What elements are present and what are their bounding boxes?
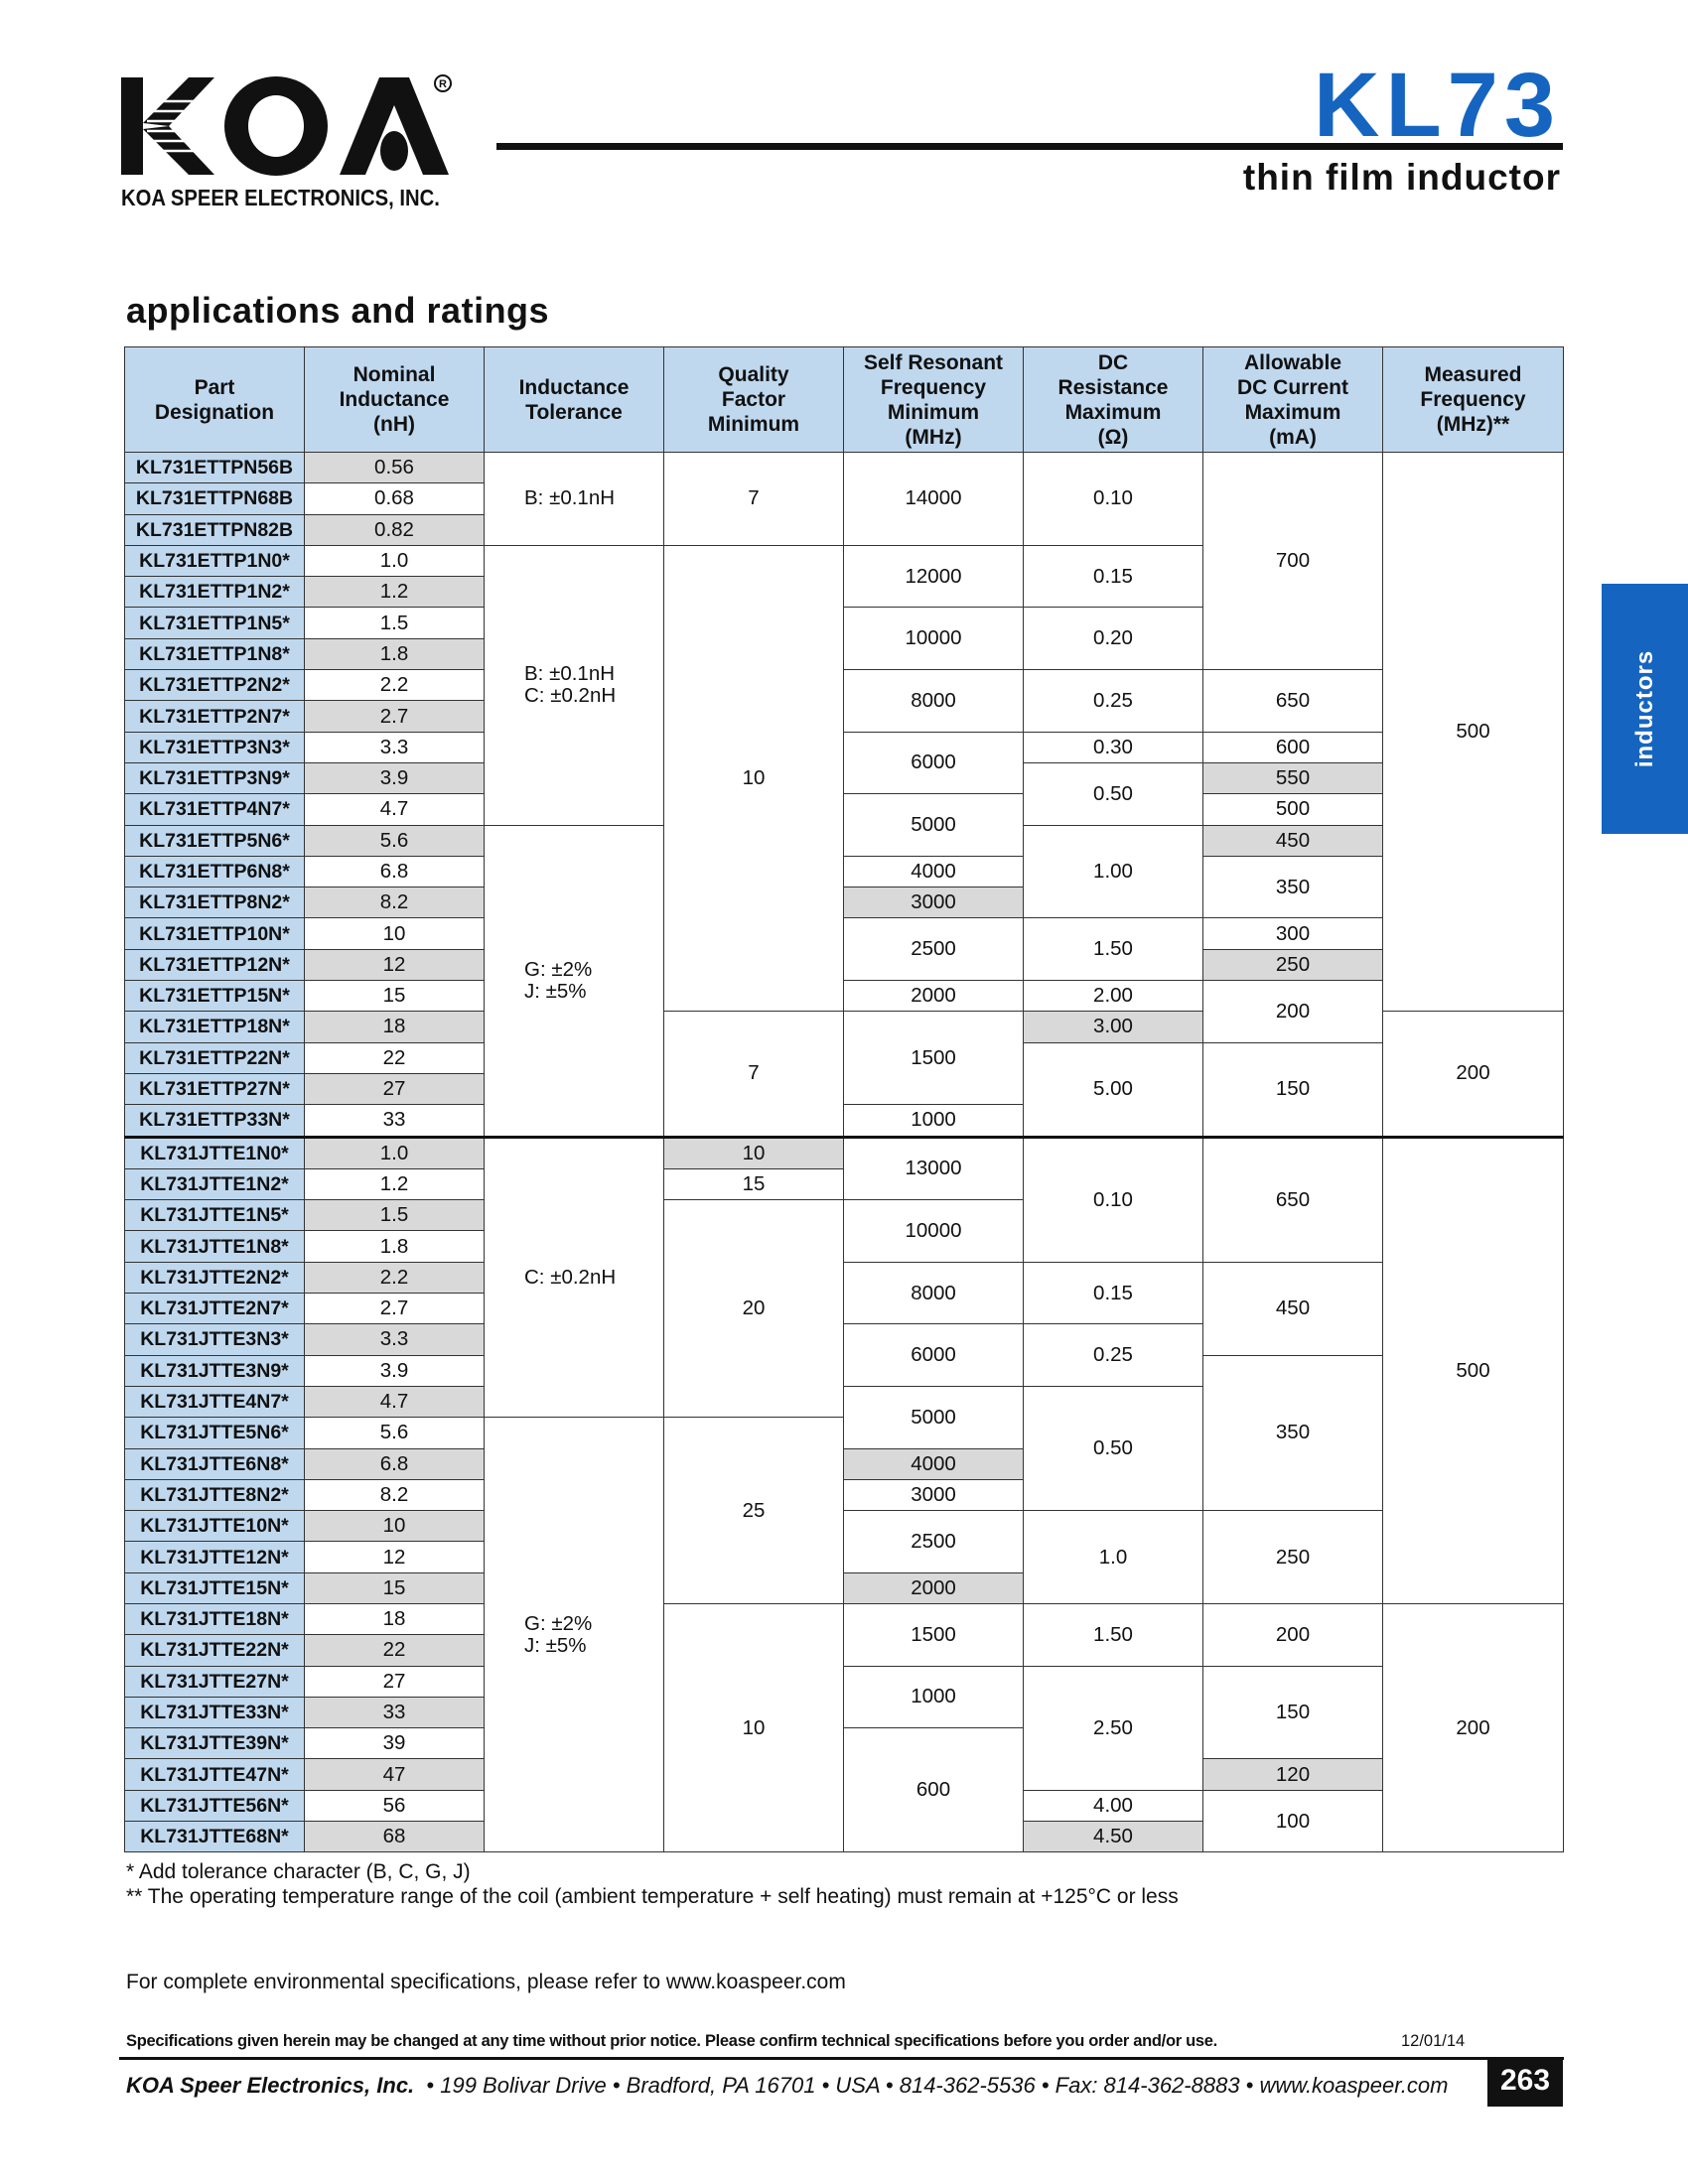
current-value: 150 <box>1203 1042 1383 1137</box>
freq-value: 500 <box>1383 1137 1564 1603</box>
dcr-value: 1.0 <box>1024 1511 1203 1604</box>
inductance-value: 68 <box>305 1822 485 1852</box>
part-number: KL731JTTE6N8* <box>125 1448 305 1479</box>
page-number: 263 <box>1487 2057 1563 2107</box>
table-row <box>125 981 1564 1012</box>
part-number: KL731JTTE27N* <box>125 1666 305 1697</box>
dcr-value: 0.50 <box>1024 762 1203 825</box>
table-row <box>125 1262 1564 1293</box>
srf-value: 2500 <box>844 1511 1024 1573</box>
dcr-value: 2.50 <box>1024 1666 1203 1790</box>
part-number: KL731ETTPN82B <box>125 514 305 545</box>
brand-name: KOA SPEER ELECTRONICS, INC. <box>121 185 440 210</box>
product-description: thin film inductor <box>1242 157 1561 198</box>
part-number: KL731JTTE68N* <box>125 1822 305 1852</box>
srf-value: 13000 <box>844 1137 1024 1200</box>
part-number: KL731ETTP8N2* <box>125 887 305 918</box>
inductance-value: 27 <box>305 1666 485 1697</box>
table-row <box>125 1511 1564 1542</box>
header-self-resonant-frequency: Self Resonant Frequency Minimum (MHz) <box>844 347 1024 453</box>
header-dc-resistance: DC Resistance Maximum (Ω) <box>1024 347 1203 453</box>
inductance-value: 15 <box>305 1572 485 1603</box>
q-value: 10 <box>664 545 844 1011</box>
srf-value: 1500 <box>844 1012 1024 1105</box>
inductance-value: 1.0 <box>305 1137 485 1168</box>
inductance-value: 18 <box>305 1603 485 1634</box>
table-row <box>125 856 1564 887</box>
inductance-value: 12 <box>305 949 485 980</box>
dcr-value: 2.00 <box>1024 981 1203 1012</box>
q-value: 20 <box>664 1200 844 1418</box>
inductance-value: 1.0 <box>305 545 485 576</box>
table-row <box>125 670 1564 701</box>
srf-value: 3000 <box>844 1479 1024 1510</box>
inductance-value: 27 <box>305 1073 485 1104</box>
part-number: KL731ETTP1N0* <box>125 545 305 576</box>
table-row <box>125 732 1564 762</box>
part-number: KL731ETTP4N7* <box>125 794 305 825</box>
current-value: 300 <box>1203 918 1383 949</box>
inductance-value: 22 <box>305 1635 485 1666</box>
srf-value: 8000 <box>844 1262 1024 1324</box>
srf-value: 1000 <box>844 1105 1024 1137</box>
header-part-designation: Part Designation <box>125 347 305 453</box>
footer-rule <box>119 2057 1564 2060</box>
header-allowable-current: Allowable DC Current Maximum (mA) <box>1203 347 1383 453</box>
part-number: KL731ETTP2N7* <box>125 701 305 732</box>
header-inductance-tolerance: Inductance Tolerance <box>485 347 664 453</box>
part-number: KL731JTTE1N2* <box>125 1168 305 1199</box>
inductance-value: 1.5 <box>305 1200 485 1231</box>
current-value: 250 <box>1203 1511 1383 1604</box>
dcr-value: 0.25 <box>1024 670 1203 733</box>
current-value: 200 <box>1203 981 1383 1043</box>
part-number: KL731ETTP27N* <box>125 1073 305 1104</box>
part-number: KL731JTTE33N* <box>125 1697 305 1727</box>
dcr-value: 4.50 <box>1024 1822 1203 1852</box>
inductance-value: 2.2 <box>305 1262 485 1293</box>
q-value: 15 <box>664 1168 844 1199</box>
part-number: KL731JTTE56N* <box>125 1790 305 1821</box>
current-value: 150 <box>1203 1666 1383 1759</box>
part-number: KL731ETTP10N* <box>125 918 305 949</box>
part-number: KL731JTTE3N9* <box>125 1355 305 1386</box>
inductance-value: 47 <box>305 1759 485 1790</box>
q-value: 25 <box>664 1418 844 1604</box>
inductance-value: 15 <box>305 981 485 1012</box>
q-value: 7 <box>664 453 844 546</box>
tolerance-value: G: ±2% J: ±5% <box>485 1418 664 1852</box>
part-number: KL731JTTE22N* <box>125 1635 305 1666</box>
inductance-value: 1.8 <box>305 638 485 669</box>
srf-value: 6000 <box>844 732 1024 794</box>
freq-value: 500 <box>1383 453 1564 1012</box>
part-number: KL731ETTP5N6* <box>125 825 305 856</box>
part-number: KL731JTTE1N5* <box>125 1200 305 1231</box>
table-row <box>125 1666 1564 1697</box>
part-number: KL731ETTP22N* <box>125 1042 305 1073</box>
tolerance-value: C: ±0.2nH <box>485 1137 664 1418</box>
part-number: KL731ETTP6N8* <box>125 856 305 887</box>
dcr-value: 5.00 <box>1024 1042 1203 1137</box>
srf-value: 10000 <box>844 608 1024 670</box>
inductance-value: 5.6 <box>305 1418 485 1448</box>
part-number: KL731ETTP18N* <box>125 1012 305 1042</box>
current-value: 450 <box>1203 1262 1383 1355</box>
inductance-value: 18 <box>305 1012 485 1042</box>
srf-value: 10000 <box>844 1200 1024 1263</box>
current-value: 550 <box>1203 762 1383 793</box>
inductance-value: 39 <box>305 1728 485 1759</box>
inductance-value: 22 <box>305 1042 485 1073</box>
srf-value: 5000 <box>844 794 1024 857</box>
inductance-value: 1.8 <box>305 1231 485 1262</box>
table-header-row <box>125 347 1564 453</box>
footnote-tolerance: * Add tolerance character (B, C, G, J) <box>126 1860 471 1883</box>
contact-details: • 199 Bolivar Drive • Bradford, PA 16701 • USA • 814-362-5536 • Fax: 814-362-8883 • www.koaspeer.com <box>426 2073 1449 2098</box>
inductance-value: 0.68 <box>305 483 485 514</box>
current-value: 350 <box>1203 856 1383 918</box>
environmental-note: For complete environmental specifications, please refer to www.koaspeer.com <box>126 1971 846 1993</box>
q-value: 7 <box>664 1012 844 1137</box>
table-row <box>125 453 1564 483</box>
part-number: KL731JTTE8N2* <box>125 1479 305 1510</box>
part-number: KL731ETTP1N5* <box>125 608 305 638</box>
inductance-value: 10 <box>305 918 485 949</box>
srf-value: 2000 <box>844 1572 1024 1603</box>
inductance-value: 8.2 <box>305 887 485 918</box>
dcr-value: 0.15 <box>1024 1262 1203 1324</box>
part-number: KL731JTTE5N6* <box>125 1418 305 1448</box>
inductance-value: 1.5 <box>305 608 485 638</box>
inductance-value: 3.9 <box>305 1355 485 1386</box>
part-number: KL731JTTE3N3* <box>125 1324 305 1355</box>
part-number: KL731JTTE2N7* <box>125 1294 305 1324</box>
srf-value: 14000 <box>844 453 1024 546</box>
part-number: KL731JTTE4N7* <box>125 1386 305 1417</box>
inductance-value: 1.2 <box>305 577 485 608</box>
q-value: 10 <box>664 1137 844 1168</box>
srf-value: 8000 <box>844 670 1024 733</box>
header-measured-frequency: Measured Frequency (MHz)** <box>1383 347 1564 453</box>
inductance-value: 56 <box>305 1790 485 1821</box>
dcr-value: 0.15 <box>1024 545 1203 608</box>
current-value: 600 <box>1203 732 1383 762</box>
srf-value: 1500 <box>844 1603 1024 1666</box>
dcr-value: 0.10 <box>1024 453 1203 546</box>
inductance-value: 4.7 <box>305 1386 485 1417</box>
product-code: KL73 <box>1314 55 1561 156</box>
dcr-value: 0.30 <box>1024 732 1203 762</box>
part-number: KL731ETTP2N2* <box>125 670 305 701</box>
dcr-value: 4.00 <box>1024 1790 1203 1821</box>
table-row <box>125 1137 1564 1168</box>
inductance-value: 2.2 <box>305 670 485 701</box>
inductance-value: 2.7 <box>305 701 485 732</box>
srf-value: 6000 <box>844 1324 1024 1387</box>
part-number: KL731JTTE12N* <box>125 1542 305 1572</box>
part-number: KL731ETTP3N3* <box>125 732 305 762</box>
current-value: 120 <box>1203 1759 1383 1790</box>
dcr-value: 0.10 <box>1024 1137 1203 1262</box>
srf-value: 2000 <box>844 981 1024 1012</box>
footnote-temperature: ** The operating temperature range of the coil (ambient temperature + self heating) must remain at +125°C or less <box>126 1885 1179 1908</box>
tolerance-value: B: ±0.1nH C: ±0.2nH <box>485 545 664 825</box>
dcr-value: 0.20 <box>1024 608 1203 670</box>
current-value: 700 <box>1203 453 1383 670</box>
part-number: KL731JTTE10N* <box>125 1511 305 1542</box>
current-value: 450 <box>1203 825 1383 856</box>
part-number: KL731JTTE1N0* <box>125 1137 305 1168</box>
freq-value: 200 <box>1383 1012 1564 1137</box>
table-row <box>125 1603 1564 1634</box>
svg-text:R: R <box>439 78 447 90</box>
part-number: KL731JTTE47N* <box>125 1759 305 1790</box>
dcr-value: 0.25 <box>1024 1324 1203 1387</box>
inductance-value: 33 <box>305 1697 485 1727</box>
inductance-value: 0.56 <box>305 453 485 483</box>
inductance-value: 4.7 <box>305 794 485 825</box>
current-value: 200 <box>1203 1603 1383 1666</box>
inductance-value: 8.2 <box>305 1479 485 1510</box>
inductance-value: 1.2 <box>305 1168 485 1199</box>
dcr-value: 3.00 <box>1024 1012 1203 1042</box>
tolerance-value: G: ±2% J: ±5% <box>485 825 664 1137</box>
table-row <box>125 794 1564 825</box>
part-number: KL731ETTP15N* <box>125 981 305 1012</box>
inductance-value: 3.9 <box>305 762 485 793</box>
srf-value: 4000 <box>844 1448 1024 1479</box>
inductance-value: 3.3 <box>305 732 485 762</box>
q-value: 10 <box>664 1603 844 1851</box>
part-number: KL731JTTE39N* <box>125 1728 305 1759</box>
part-number: KL731ETTP1N2* <box>125 577 305 608</box>
srf-value: 600 <box>844 1728 1024 1852</box>
inductance-value: 33 <box>305 1105 485 1137</box>
inductance-value: 5.6 <box>305 825 485 856</box>
srf-value: 12000 <box>844 545 1024 608</box>
side-tab-label: inductors <box>1630 649 1658 768</box>
current-value: 350 <box>1203 1355 1383 1510</box>
srf-value: 3000 <box>844 887 1024 918</box>
dcr-value: 1.50 <box>1024 918 1203 981</box>
table-row <box>125 918 1564 949</box>
header-quality-factor: Quality Factor Minimum <box>664 347 844 453</box>
part-number: KL731ETTPN56B <box>125 453 305 483</box>
side-tab-inductors[interactable] <box>1602 584 1688 834</box>
section-title: applications and ratings <box>126 290 550 331</box>
dcr-value: 0.50 <box>1024 1386 1203 1510</box>
srf-value: 5000 <box>844 1386 1024 1448</box>
dcr-value: 1.50 <box>1024 1603 1203 1666</box>
srf-value: 4000 <box>844 856 1024 887</box>
current-value: 650 <box>1203 1137 1383 1262</box>
current-value: 250 <box>1203 949 1383 980</box>
part-number: KL731ETTP1N8* <box>125 638 305 669</box>
inductance-value: 0.82 <box>305 514 485 545</box>
part-number: KL731JTTE15N* <box>125 1572 305 1603</box>
dcr-value: 1.00 <box>1024 825 1203 918</box>
inductance-value: 12 <box>305 1542 485 1572</box>
inductance-value: 3.3 <box>305 1324 485 1355</box>
part-number: KL731JTTE1N8* <box>125 1231 305 1262</box>
disclaimer: Specifications given herein may be changed at any time without prior notice. Please confirm technical specifications before you order and/or use. <box>126 2032 1217 2050</box>
current-value: 100 <box>1203 1790 1383 1852</box>
part-number: KL731ETTP33N* <box>125 1105 305 1137</box>
freq-value: 200 <box>1383 1603 1564 1851</box>
contact-line <box>126 2073 1448 2099</box>
inductance-value: 6.8 <box>305 856 485 887</box>
srf-value: 1000 <box>844 1666 1024 1728</box>
part-number: KL731ETTP3N9* <box>125 762 305 793</box>
part-number: KL731JTTE2N2* <box>125 1262 305 1293</box>
inductance-value: 6.8 <box>305 1448 485 1479</box>
part-number: KL731JTTE18N* <box>125 1603 305 1634</box>
ratings-table <box>124 346 1564 1852</box>
srf-value: 2500 <box>844 918 1024 981</box>
part-number: KL731ETTPN68B <box>125 483 305 514</box>
current-value: 500 <box>1203 794 1383 825</box>
inductance-value: 2.7 <box>305 1294 485 1324</box>
part-number: KL731ETTP12N* <box>125 949 305 980</box>
revision-date: 12/01/14 <box>1401 2032 1466 2050</box>
header-nominal-inductance: Nominal Inductance (nH) <box>305 347 485 453</box>
tolerance-value: B: ±0.1nH <box>485 453 664 546</box>
company-name: KOA Speer Electronics, Inc. <box>126 2073 415 2098</box>
inductance-value: 10 <box>305 1511 485 1542</box>
current-value: 650 <box>1203 670 1383 733</box>
